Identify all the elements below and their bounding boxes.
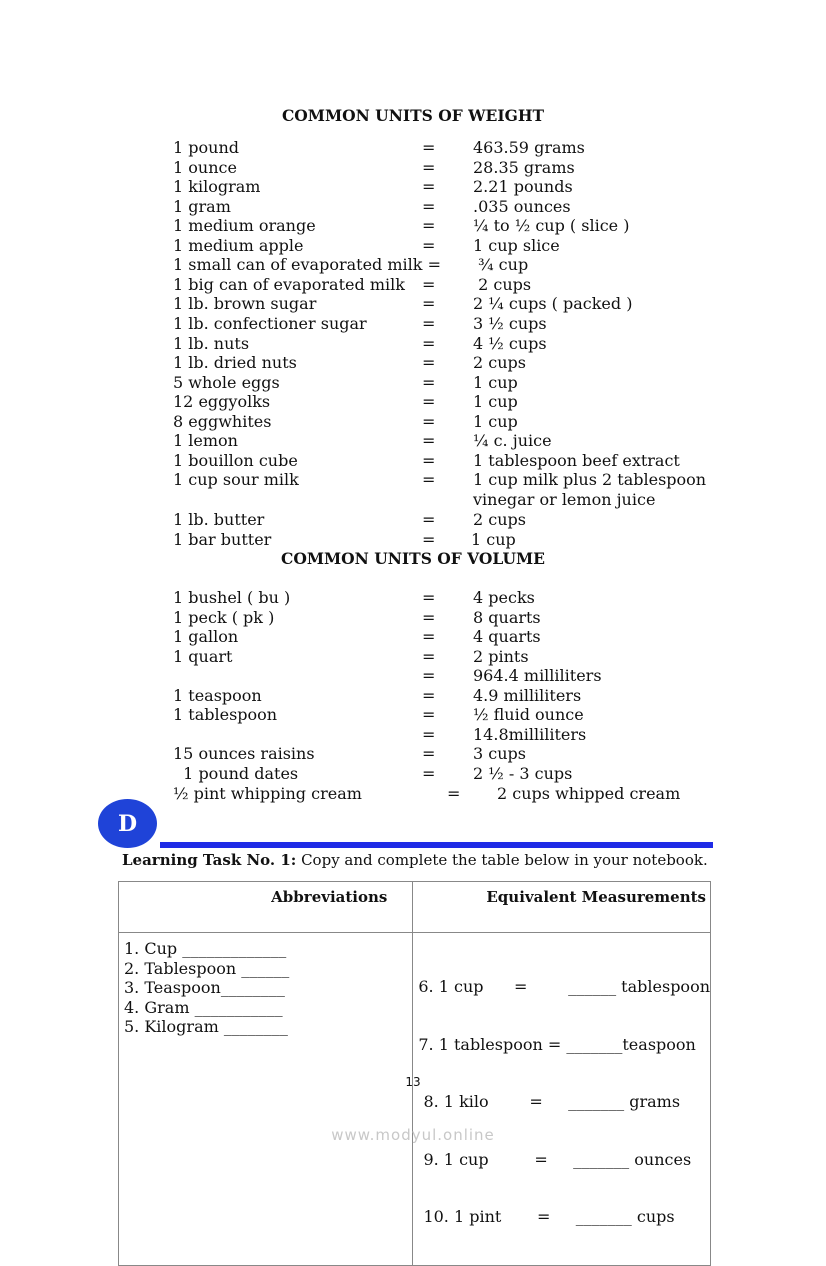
volume-row-left: 1 peck ( pk ) — [173, 607, 275, 627]
weight-row-eq: = — [422, 157, 436, 177]
weight-row-eq: = — [422, 313, 436, 333]
abbreviation-item-5: 5. Kilogram ________ — [124, 1017, 288, 1037]
section-d-badge: D — [98, 799, 157, 848]
weight-row-eq: = — [422, 470, 436, 490]
weight-row-eq: = — [422, 353, 436, 373]
weight-row-right: 1 cup slice — [473, 235, 560, 255]
equivalent-item-6: 6. 1 cup = ______ tablespoon — [418, 977, 710, 996]
volume-row-eq: = — [422, 607, 436, 627]
volume-row-right: 2 cups whipped cream — [497, 783, 681, 803]
weight-tail-row-left: 1 lb. butter — [173, 510, 265, 529]
volume-row-right: 8 quarts — [473, 607, 541, 627]
weight-row-right: 1 cup — [473, 392, 518, 412]
volume-row-right: 4 quarts — [473, 627, 541, 647]
weight-row-right: 2 ¼ cups ( packed ) — [473, 294, 633, 314]
section-divider-bar — [160, 842, 713, 848]
weight-row-right: 1 cup — [473, 372, 518, 392]
weight-row-left: 1 lb. confectioner sugar — [173, 313, 367, 333]
weight-row-right: 1 tablespoon beef extract — [473, 450, 680, 470]
volume-row-eq: = — [422, 588, 436, 607]
weight-row-left: 1 medium orange — [173, 216, 316, 236]
weight-row-right: ¾ cup — [473, 255, 529, 275]
weight-row-eq: = — [422, 294, 436, 314]
abbreviation-item-4: 4. Gram ___________ — [124, 997, 283, 1017]
weight-row-left: 1 bouillon cube — [173, 450, 298, 470]
weight-row-eq: = — [422, 274, 436, 294]
volume-row-eq: = — [422, 627, 436, 647]
weight-row-left: 1 gram — [173, 196, 231, 216]
volume-row-left: 1 bushel ( bu ) — [173, 588, 291, 607]
equivalents-column — [413, 933, 711, 1266]
weight-row-left: 1 small can of evaporated milk = — [173, 255, 441, 275]
weight-row-left: 1 lb. brown sugar — [173, 294, 317, 314]
volume-row-eq: = — [447, 783, 461, 803]
exercise-body-row — [119, 933, 711, 1266]
equivalent-item-8: 8. 1 kilo = _______ grams — [418, 1092, 681, 1112]
weight-row-left: 1 lemon — [173, 431, 238, 451]
learning-task-instruction: Copy and complete the table below in your notebook. — [296, 851, 708, 869]
weight-row-right: ¼ to ½ cup ( slice ) — [473, 216, 630, 236]
weight-row-right: ¼ c. juice — [473, 431, 552, 451]
weight-row-eq: = — [422, 216, 436, 236]
header-abbreviations: Abbreviations — [119, 882, 413, 933]
weight-row-eq: = — [422, 411, 436, 431]
volume-row-eq: = — [422, 763, 436, 783]
weight-tail-row-right: 2 cups — [473, 510, 526, 529]
weight-row-left: 1 lb. nuts — [173, 333, 250, 353]
volume-row-eq: = — [422, 685, 436, 705]
weight-row-right: 2 cups — [473, 274, 532, 294]
weight-row-right: 3 ½ cups — [473, 313, 547, 333]
weight-row-left: 1 cup sour milk — [173, 470, 299, 490]
weight-row-left: 1 pound — [173, 138, 239, 157]
weight-row-right: 28.35 grams — [473, 157, 575, 177]
weight-row-right: 4 ½ cups — [473, 333, 547, 353]
weight-row-left: 8 eggwhites — [173, 411, 272, 431]
abbreviation-item-1: 1. Cup _____________ — [124, 939, 287, 958]
volume-row-left: 1 teaspoon — [173, 685, 262, 705]
abbreviation-item-3: 3. Teaspoon________ — [124, 978, 285, 998]
weight-row-eq: = — [422, 450, 436, 470]
weight-row-left: 1 big can of evaporated milk — [173, 274, 405, 294]
exercise-table — [118, 881, 711, 1266]
equivalent-item-7: 7. 1 tablespoon = _______teaspoon — [418, 1034, 696, 1054]
sour-milk-continuation: vinegar or lemon juice — [473, 490, 656, 509]
weight-tail-row-right: 1 cup — [471, 529, 516, 549]
volume-row-eq: = — [422, 666, 436, 686]
weight-row-eq: = — [422, 372, 436, 392]
volume-row-left: ½ pint whipping cream — [173, 783, 362, 803]
weight-row-eq: = — [422, 138, 436, 157]
learning-task-label: Learning Task No. 1: — [122, 851, 297, 869]
weight-row-right: 2.21 pounds — [473, 177, 573, 197]
volume-row-right: 14.8milliliters — [473, 724, 587, 744]
weight-row-left: 1 lb. dried nuts — [173, 353, 297, 373]
exercise-header-row — [119, 882, 711, 933]
volume-row-left: 1 pound dates — [173, 763, 299, 783]
volume-row-right: 2 ½ - 3 cups — [473, 763, 573, 783]
equivalent-item-9: 9. 1 cup = _______ ounces — [418, 1149, 692, 1169]
watermark: www.modyul.online — [331, 1126, 495, 1144]
volume-row-left: 1 quart — [173, 646, 233, 666]
weight-row-right: 1 cup — [473, 411, 518, 431]
weight-row-right: 1 cup milk plus 2 tablespoon — [473, 470, 707, 490]
volume-row-left: 15 ounces raisins — [173, 744, 315, 764]
weight-row-eq: = — [422, 333, 436, 353]
weight-title: COMMON UNITS OF WEIGHT — [281, 106, 545, 125]
volume-row-right: 4.9 milliliters — [473, 685, 582, 705]
equivalent-item-10: 10. 1 pint = _______ cups — [418, 1207, 675, 1227]
weight-row-left: 1 ounce — [173, 157, 237, 177]
weight-tail-row-eq: = — [422, 510, 436, 529]
weight-row-eq: = — [422, 431, 436, 451]
volume-row-left: 1 tablespoon — [173, 705, 278, 725]
weight-row-right: .035 ounces — [473, 196, 571, 216]
volume-title: COMMON UNITS OF VOLUME — [281, 549, 545, 568]
volume-row-eq: = — [422, 724, 436, 744]
weight-tail-row-left: 1 bar butter — [173, 529, 272, 549]
volume-row-eq: = — [422, 646, 436, 666]
volume-row-right: ½ fluid ounce — [473, 705, 584, 725]
weight-row-right: 2 cups — [473, 353, 526, 373]
weight-row-left: 1 medium apple — [173, 235, 304, 255]
weight-row-left: 1 kilogram — [173, 177, 261, 197]
page-number: 13 — [405, 1075, 421, 1089]
weight-tail-row-eq: = — [422, 529, 436, 549]
volume-row-left: 1 gallon — [173, 627, 239, 647]
volume-row-right: 964.4 milliliters — [473, 666, 602, 686]
header-equivalent-measurements: Equivalent Measurements — [413, 882, 711, 933]
weight-row-right: 463.59 grams — [473, 138, 585, 157]
weight-row-left: 5 whole eggs — [173, 372, 280, 392]
abbreviation-item-2: 2. Tablespoon ______ — [124, 958, 290, 978]
volume-row-eq: = — [422, 744, 436, 764]
weight-row-eq: = — [422, 196, 436, 216]
weight-row-left: 12 eggyolks — [173, 392, 271, 412]
learning-task-line — [122, 850, 708, 870]
volume-row-right: 2 pints — [473, 646, 529, 666]
weight-row-eq: = — [422, 235, 436, 255]
volume-row-eq: = — [422, 705, 436, 725]
volume-row-right: 3 cups — [473, 744, 526, 764]
weight-row-eq: = — [422, 177, 436, 197]
volume-row-right: 4 pecks — [473, 588, 535, 607]
abbreviations-column — [119, 933, 413, 1266]
weight-row-eq: = — [422, 392, 436, 412]
